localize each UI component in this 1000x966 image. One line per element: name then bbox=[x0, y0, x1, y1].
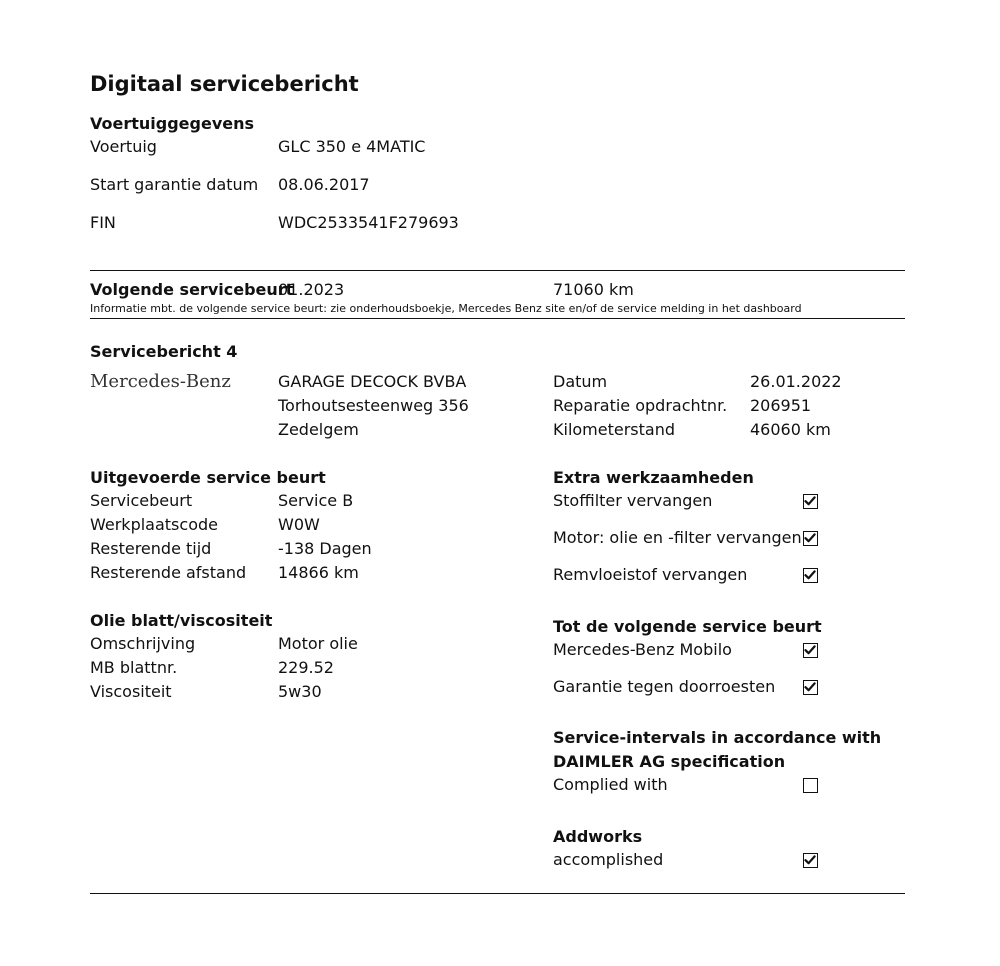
garage-name: GARAGE DECOCK BVBA bbox=[278, 372, 467, 391]
vehicle-heading: Voertuiggegevens bbox=[90, 114, 255, 133]
addworks-item-label: accomplished bbox=[553, 850, 664, 869]
next-service-km: 71060 km bbox=[553, 280, 634, 299]
next-service-info: Informatie mbt. de volgende service beurt: zie onderhoudsboekje, Mercedes Benz site en/of de service melding in het dashboard bbox=[90, 302, 802, 315]
date-value: 26.01.2022 bbox=[750, 372, 842, 391]
until-next-item-label: Mercedes-Benz Mobilo bbox=[553, 640, 732, 659]
divider-bottom bbox=[90, 893, 905, 894]
repair-order-value: 206951 bbox=[750, 396, 812, 415]
checkbox[interactable] bbox=[803, 494, 818, 509]
extra-item-label: Remvloeistof vervangen bbox=[553, 565, 748, 584]
checkmark-icon bbox=[804, 532, 816, 544]
viscosity-value: 5w30 bbox=[278, 682, 322, 701]
viscosity-label: Viscositeit bbox=[90, 682, 172, 701]
garage-city: Zedelgem bbox=[278, 420, 359, 439]
checkmark-icon bbox=[804, 681, 816, 693]
remaining-time-label: Resterende tijd bbox=[90, 539, 212, 558]
service-type-label: Servicebeurt bbox=[90, 491, 193, 510]
checkbox[interactable] bbox=[803, 680, 818, 695]
remaining-distance-value: 14866 km bbox=[278, 563, 359, 582]
checkbox[interactable] bbox=[803, 853, 818, 868]
remaining-distance-label: Resterende afstand bbox=[90, 563, 247, 582]
service-type-value: Service B bbox=[278, 491, 354, 510]
warranty-start-label: Start garantie datum bbox=[90, 175, 259, 194]
next-service-date: 01.2023 bbox=[278, 280, 345, 299]
checkbox[interactable] bbox=[803, 531, 818, 546]
fin-value: WDC2533541F279693 bbox=[278, 213, 459, 232]
checkmark-icon bbox=[804, 495, 816, 507]
brand-logo-text: Mercedes-Benz bbox=[90, 371, 231, 392]
report-heading: Servicebericht 4 bbox=[90, 342, 238, 361]
mb-sheet-label: MB blattnr. bbox=[90, 658, 178, 677]
mb-sheet-value: 229.52 bbox=[278, 658, 334, 677]
checkbox[interactable] bbox=[803, 643, 818, 658]
performed-heading: Uitgevoerde service beurt bbox=[90, 468, 326, 487]
warranty-start-value: 08.06.2017 bbox=[278, 175, 370, 194]
extra-item-label: Motor: olie en -filter vervangen bbox=[553, 528, 802, 547]
checkmark-icon bbox=[804, 854, 816, 866]
intervals-heading-line1: Service-intervals in accordance with bbox=[553, 728, 882, 747]
oil-description-label: Omschrijving bbox=[90, 634, 196, 653]
checkmark-icon bbox=[804, 644, 816, 656]
oil-description-value: Motor olie bbox=[278, 634, 358, 653]
garage-street: Torhoutsesteenweg 356 bbox=[278, 396, 469, 415]
extra-heading: Extra werkzaamheden bbox=[553, 468, 754, 487]
mileage-value: 46060 km bbox=[750, 420, 831, 439]
checkbox[interactable] bbox=[803, 568, 818, 583]
workshop-code-value: W0W bbox=[278, 515, 320, 534]
vehicle-label: Voertuig bbox=[90, 137, 157, 156]
divider-next-service bbox=[90, 318, 905, 319]
remaining-time-value: -138 Dagen bbox=[278, 539, 372, 558]
until-next-heading: Tot de volgende service beurt bbox=[553, 617, 822, 636]
workshop-code-label: Werkplaatscode bbox=[90, 515, 218, 534]
mileage-label: Kilometerstand bbox=[553, 420, 676, 439]
until-next-item-label: Garantie tegen doorroesten bbox=[553, 677, 776, 696]
page-title: Digitaal servicebericht bbox=[90, 72, 359, 96]
repair-order-label: Reparatie opdrachtnr. bbox=[553, 396, 728, 415]
intervals-heading-line2: DAIMLER AG specification bbox=[553, 752, 786, 771]
addworks-heading: Addworks bbox=[553, 827, 643, 846]
date-label: Datum bbox=[553, 372, 608, 391]
extra-item-label: Stoffilter vervangen bbox=[553, 491, 713, 510]
next-service-label: Volgende servicebeurt bbox=[90, 280, 294, 299]
intervals-item-label: Complied with bbox=[553, 775, 668, 794]
vehicle-value: GLC 350 e 4MATIC bbox=[278, 137, 426, 156]
fin-label: FIN bbox=[90, 213, 116, 232]
checkbox[interactable] bbox=[803, 778, 818, 793]
oil-heading: Olie blatt/viscositeit bbox=[90, 611, 273, 630]
divider-top bbox=[90, 270, 905, 271]
checkmark-icon bbox=[804, 569, 816, 581]
